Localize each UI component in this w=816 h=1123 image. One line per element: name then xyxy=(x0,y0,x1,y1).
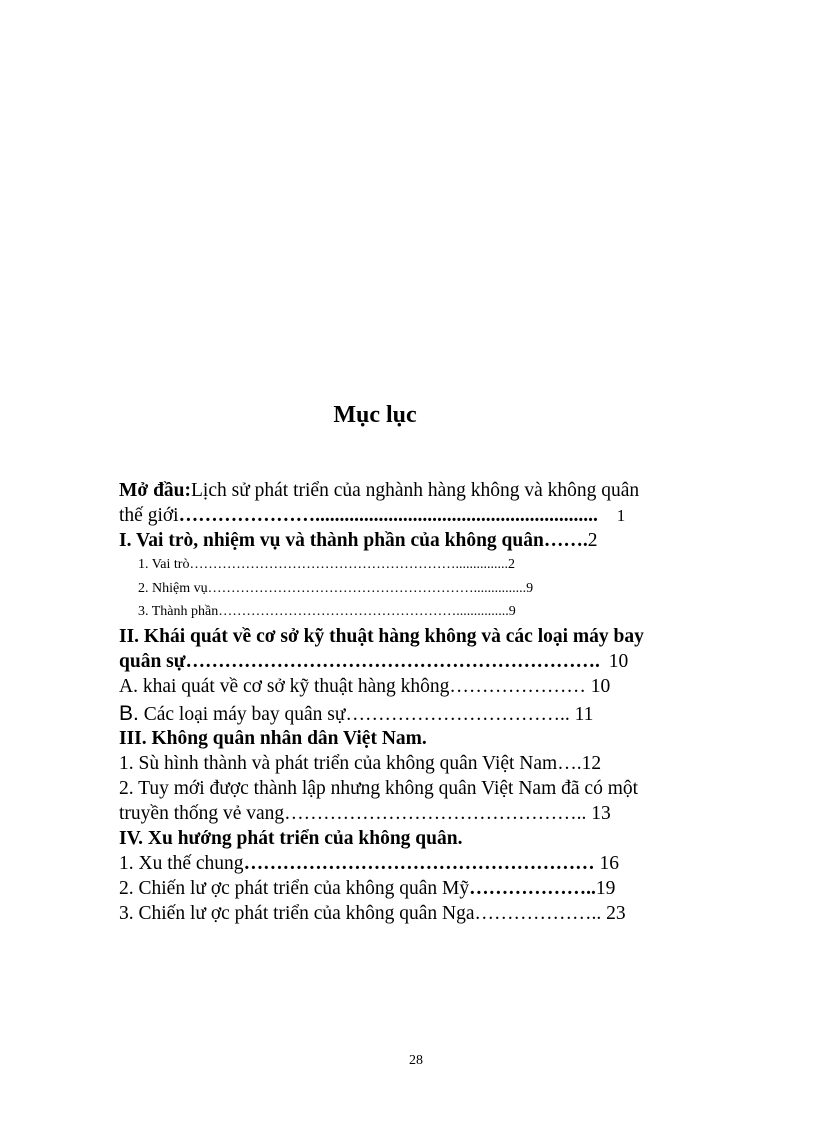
toc-dots: …………………………………………… xyxy=(218,604,457,619)
toc-page-number: 11 xyxy=(574,703,594,725)
toc-page-number: 13 xyxy=(591,802,611,824)
toc-item xyxy=(119,553,694,577)
toc-item-text: 2. Tuy mới được thành lập nhưng không quân Việt Nam đã có một xyxy=(119,777,639,799)
toc-heading-text: I. Vai trò, nhiệm vụ và thành phần của không quân xyxy=(119,530,544,551)
toc-item-text: 3. Chiến lư ợc phát triển của không quân Nga xyxy=(119,902,475,924)
toc-section-3-heading xyxy=(119,726,694,751)
toc-dots: .......................................................... xyxy=(315,505,598,526)
toc-heading-text: III. Không quân nhân dân Việt Nam. xyxy=(119,727,427,749)
toc-item-text: truyền thống vẻ vang xyxy=(119,802,285,824)
toc-item xyxy=(119,674,694,699)
toc-intro-label: Mở đầu: xyxy=(119,480,192,501)
toc-item-letter: B. xyxy=(119,701,139,725)
toc-page-number: 2 xyxy=(507,557,515,572)
toc-item-cont xyxy=(119,801,694,826)
toc-item xyxy=(119,876,694,901)
toc-item xyxy=(119,776,694,801)
toc-dots: …. xyxy=(557,752,582,774)
toc-dots: ……………………………………….. xyxy=(284,802,587,824)
toc-page-number: 2 xyxy=(587,530,598,551)
toc-item-text: Các loại máy bay quân sự xyxy=(138,703,346,725)
toc-item xyxy=(119,699,694,726)
toc-page-number: 19 xyxy=(595,877,616,899)
toc-item-text: 2. Chiến lư ợc phát triển của không quân Mỹ xyxy=(119,877,470,899)
toc-page-number: 16 xyxy=(599,852,619,874)
toc-section-1-heading xyxy=(119,528,694,553)
toc-dots: ............... xyxy=(455,557,508,572)
toc-item xyxy=(119,901,694,926)
toc-heading-text: IV. Xu hướng phát triển của không quân. xyxy=(119,827,463,849)
table-of-contents xyxy=(119,478,694,926)
toc-page-number: 9 xyxy=(508,604,516,619)
toc-heading-text: II. Khái quát về cơ sở kỹ thuật hàng không và các loại máy bay xyxy=(119,625,644,647)
toc-intro-text-cont: thế giới xyxy=(119,505,179,526)
toc-item-text: A. khai quát về cơ sở kỹ thuật hàng không xyxy=(119,675,450,697)
toc-dots: ……………….. xyxy=(469,877,596,899)
toc-page-number: 23 xyxy=(606,902,626,924)
toc-item-text: 2. Nhiệm vụ xyxy=(138,580,208,596)
toc-item-text: 3. Thành phần xyxy=(138,604,219,619)
toc-section-4-heading xyxy=(119,826,694,851)
toc-item-text: 1. Sù hình thành và phát triển của không quân Việt Nam xyxy=(119,752,558,774)
toc-intro-text: Lịch sử phát triển của nghành hàng không và không quân xyxy=(191,480,640,501)
toc-item xyxy=(119,577,694,601)
toc-dots: ………………………………………………… xyxy=(207,580,474,596)
toc-dots: …………………………….. xyxy=(345,703,570,725)
toc-dots: ……. xyxy=(543,530,588,551)
page-title: Mục lục xyxy=(333,402,417,428)
toc-dots: ………………………………………………………. xyxy=(185,650,600,672)
toc-dots: ………………………………………………… xyxy=(189,557,456,572)
toc-page-number: 10 xyxy=(590,675,611,697)
toc-item xyxy=(119,600,694,624)
toc-dots: ............... xyxy=(473,580,527,596)
toc-section-2-heading-cont xyxy=(119,649,694,674)
toc-dots: ……………………………………………… xyxy=(243,852,595,874)
toc-item xyxy=(119,851,694,876)
toc-page-number: 1 xyxy=(616,506,626,525)
toc-dots: ………………… xyxy=(178,505,316,526)
toc-item-text: 1. Xu thế chung xyxy=(119,852,244,874)
page-number: 28 xyxy=(409,1053,423,1068)
toc-page-number: 9 xyxy=(526,580,534,596)
toc-page-number: 10 xyxy=(608,650,629,672)
toc-section-2-heading xyxy=(119,624,694,649)
toc-heading-text: quân sự xyxy=(119,650,186,672)
toc-item-text: 1. Vai trò xyxy=(138,557,190,572)
toc-item xyxy=(119,751,694,776)
toc-page-number: 12 xyxy=(581,752,602,774)
toc-dots: ……………….. xyxy=(474,902,602,924)
toc-dots: ………………… xyxy=(449,675,586,697)
toc-intro-line-2 xyxy=(119,503,694,528)
toc-dots: ............... xyxy=(456,604,509,619)
toc-intro-line-1 xyxy=(119,478,694,503)
